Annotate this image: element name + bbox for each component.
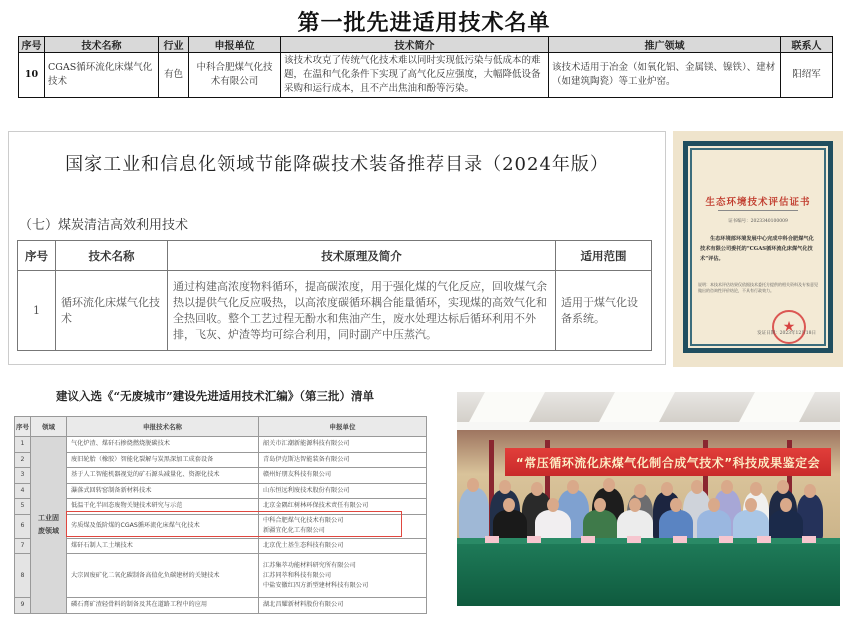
appraisal-meeting-photo [457,392,840,606]
tech-name: 气化炉渣、煤矸石掺烧燃烧脱碳技术 [67,437,259,453]
tech-name: 煤矸石制人工土壤技术 [67,538,259,554]
col-header: 领域 [31,417,67,437]
applicant-unit: 青岛伊克斯达智能装备有限公司 [259,452,427,468]
col-header: 序号 [18,241,56,271]
catalog-subtitle: （七）煤炭清洁高效利用技术 [19,218,189,233]
waste-free-table [14,416,427,614]
applicant-unit: 韶关市汇潮新能源科技有限公司 [259,437,427,453]
row-number: 9 [15,598,31,614]
industry: 有色 [159,53,189,98]
red-banner: “常压循环流化床煤气化制合成气技术”科技成果鉴定会 [505,448,831,476]
nameplate [485,536,499,543]
row-number: 5 [15,499,31,515]
tech-name: 瀑落式回转窑制备新材料技术 [67,483,259,499]
tech-name: 废旧轮胎（橡胶）智能化裂解与炭黑深加工成套设备 [67,452,259,468]
certificate-date: 发证日期：2023年12月18日 [757,331,816,336]
nameplate [802,536,816,543]
advanced-tech-table [18,36,833,98]
applicant-unit: 新疆宜化化工有限公司 [263,527,325,534]
nameplate [757,536,771,543]
applicant-unit: 江苏同萃和科技有限公司 [263,571,332,579]
col-header: 技术名称 [45,37,159,53]
tech-name: 基于人工智能机器视觉的矿石源头减量化、资源化技术 [67,468,259,484]
table-row [15,538,427,554]
row-number: 1 [15,437,31,453]
row-number: 3 [15,468,31,484]
table-row [15,468,427,484]
nameplate [627,536,641,543]
row-number: 4 [15,483,31,499]
applicant-unit: 中科合肥煤气化技术有限公司 [263,517,344,524]
certificate-note: 说明：本技术评估结果仅依据技术委托方提供的相关资料及专家意见做出的咨询性评价结论，不具有行政效力。 [698,282,818,293]
col-header: 序号 [19,37,45,53]
applicable-scope: 适用于煤气化设备系统。 [556,271,652,351]
row-number: 1 [18,271,56,351]
tech-principle: 通过构建高浓度物料循环，提高碳浓度，用于强化煤的气化反应，回收煤气余热以提供气化反应吸热，以高浓度碳循环耦合能量循环，实现煤的高效气化和全热回收。整个工艺过程无酚水和焦油产生，废水处理达标后循环利用不外排，飞灰、炉渣等均可综合利用，同时副产中压蒸汽。 [168,271,556,351]
certificate-image [673,131,843,367]
tech-name: 大宗固废矿化二氧化碳制备高值化负碳建材的关键技术 [67,554,259,598]
domain-cell: 工业固废领域 [31,437,67,614]
table-row [15,598,427,614]
waste-free-list-title: 建议入选《“无废城市”建设先进适用技术汇编》（第三批）清单 [56,389,374,403]
col-header: 适用范围 [556,241,652,271]
catalog-table [17,240,652,351]
red-seal-icon: ★ [772,310,806,344]
applicant-unit: 赣州好朋友科技有限公司 [259,468,427,484]
nameplate [527,536,541,543]
col-header: 申报单位 [189,37,281,53]
row-number: 8 [15,554,31,598]
row-number: 7 [15,538,31,554]
tech-intro: 该技术攻克了传统气化技术难以同时实现低污染与低成本的难题，在温和气化条件下实现了高气化反应强度，大幅降低设备采购和运行成本，且不产出焦油和酚等污染。 [281,53,549,98]
col-header: 行业 [159,37,189,53]
tech-name: CGAS循环流化床煤气化技术 [45,53,159,98]
nameplate [673,536,687,543]
certificate-border [683,141,833,353]
table-row [15,499,427,515]
catalog-title: 国家工业和信息化领域节能降碳技术装备推荐目录（2024年版） [65,154,609,175]
ornament-divider [718,210,798,211]
certificate-title: 生态环境技术评估证书 [705,197,811,208]
col-header: 序号 [15,417,31,437]
applicant-units [259,514,427,538]
table-row [15,437,427,453]
col-header: 推广领域 [549,37,781,53]
tech-name: 劣质煤及低阶煤的CGAS循环流化床煤气化技术 [67,514,259,538]
certificate-number: 证书编号：2023340100009 [728,219,788,224]
table-row-highlighted [15,514,427,538]
applicant-unit: 北京金隅红树林环保技术责任有限公司 [259,499,427,515]
applicant-units [259,554,427,598]
col-header: 技术名称 [56,241,168,271]
table-row [15,554,427,598]
applicant-unit: 中科合肥煤气化技术有限公司 [189,53,281,98]
contact-person: 阳绍军 [781,53,833,98]
applicant-unit: 湖北昌耀新材料股份有限公司 [259,598,427,614]
catalog-panel [8,131,666,365]
list-title: 第一批先进适用技术名单 [297,10,551,36]
nameplate [581,536,595,543]
tech-name: 循环流化床煤气化技术 [56,271,168,351]
table-row [15,483,427,499]
col-header: 技术简介 [281,37,549,53]
tech-name: 磷石膏矿渣轻骨料的制备及其在道路工程中的应用 [67,598,259,614]
green-tablecloth [457,544,840,606]
col-header: 申报单位 [259,417,427,437]
col-header: 技术原理及简介 [168,241,556,271]
table-row [18,271,652,351]
nameplate [719,536,733,543]
applicant-unit: 中盐安徽红四方新型建材科技有限公司 [263,581,369,589]
table-header-row [18,241,652,271]
row-number: 2 [15,452,31,468]
table-row [19,53,833,98]
row-number: 6 [15,514,31,538]
certificate-body: 生态环境部环境发展中心完成中科合肥煤气化技术有限公司委托的“CGAS循环流化床煤气化技术”评估。 [700,236,814,262]
row-number: 10 [19,53,45,98]
applicant-unit: 山东恒远利废技术股份有限公司 [259,483,427,499]
table-header-row [19,37,833,53]
col-header: 申报技术名称 [67,417,259,437]
tech-name: 低温干化半固态废物关键技术研究与示范 [67,499,259,515]
applicant-unit: 北京优土基生态科技有限公司 [259,538,427,554]
table-row [15,452,427,468]
applicant-unit: 江苏集萃功能材料研究所有限公司 [263,561,356,569]
promotion-field: 该技术适用于冶金（如氧化铝、金属镁、镍铁）、建材（如建筑陶瓷）等工业炉窑。 [549,53,781,98]
col-header: 联系人 [781,37,833,53]
table-header-row [15,417,427,437]
